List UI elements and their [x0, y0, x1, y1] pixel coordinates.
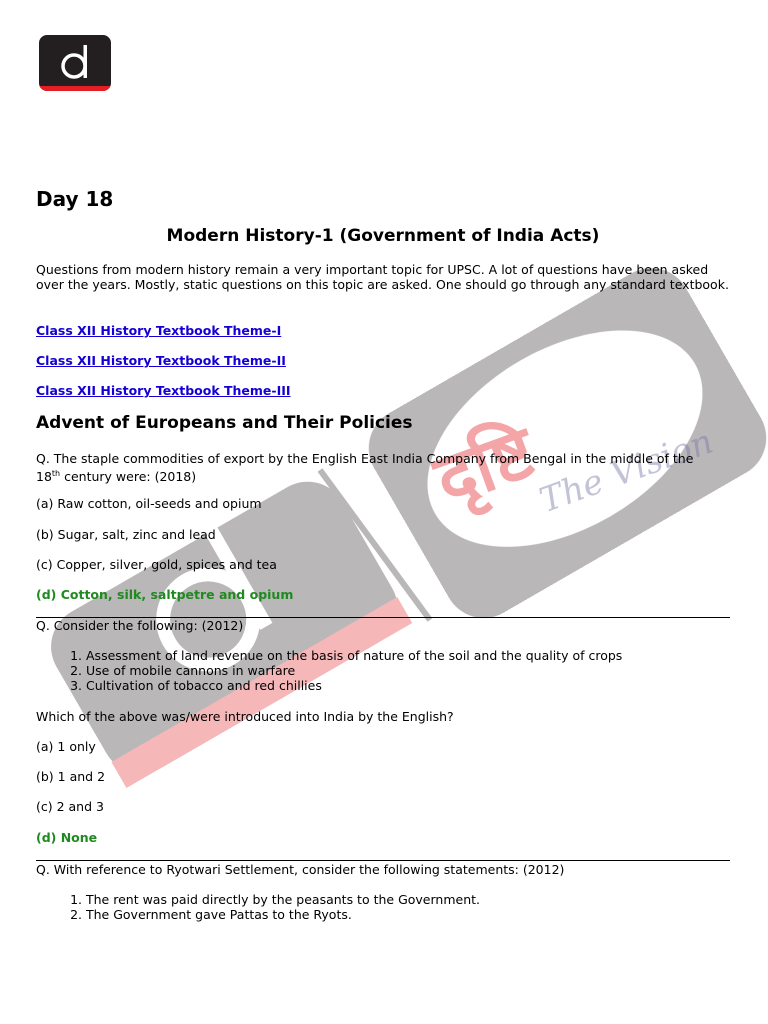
q2-option-b: (b) 1 and 2	[36, 769, 106, 784]
q1-text	[36, 451, 730, 484]
drishti-logo	[39, 35, 111, 91]
logo-red-strip	[39, 86, 111, 91]
q1-option-b: (b) Sugar, salt, zinc and lead	[36, 527, 216, 542]
q2-text: Q. Consider the following: (2012)	[36, 618, 244, 633]
q2-item-1: 1. Assessment of land revenue on the basis of nature of the soil and the quality of crops	[86, 648, 730, 663]
q2-item-3: 3. Cultivation of tobacco and red chillies	[86, 678, 730, 693]
page-title: Modern History-1 (Government of India Acts)	[166, 226, 600, 246]
q3-list	[36, 892, 730, 922]
q1-answer: (d) Cotton, silk, saltpetre and opium	[36, 587, 294, 602]
section-heading: Advent of Europeans and Their Policies	[36, 413, 413, 433]
q1-option-a: (a) Raw cotton, oil-seeds and opium	[36, 496, 262, 511]
q2-list	[36, 648, 730, 693]
q3-item-1: 1. The rent was paid directly by the peasants to the Government.	[86, 892, 730, 907]
q2-option-a: (a) 1 only	[36, 739, 96, 754]
link-theme-2[interactable]: Class XII History Textbook Theme-II	[36, 353, 286, 368]
q3-text: Q. With reference to Ryotwari Settlement, consider the following statements: (2012)	[36, 862, 565, 877]
divider-2	[36, 860, 730, 861]
intro-paragraph: Questions from modern history remain a very important topic for UPSC. A lot of questions have been asked over the years. Mostly, static questions on this topic are asked. One should go through any standard textbook.	[36, 262, 729, 292]
q2-option-c: (c) 2 and 3	[36, 799, 104, 814]
q1-text-part1: Q. The staple commodities of export by the English East India Company from Bengal in the middle of the	[36, 451, 694, 466]
link-theme-3[interactable]: Class XII History Textbook Theme-III	[36, 383, 291, 398]
q1-text-part3: century were: (2018)	[60, 469, 197, 485]
q2-item-2: 2. Use of mobile cannons in warfare	[86, 663, 730, 678]
logo-d-glyph	[39, 35, 111, 91]
q1-superscript: th	[51, 469, 61, 478]
watermark-english-text: The Vision	[534, 421, 719, 522]
day-heading: Day 18	[36, 187, 114, 211]
q1-text-part2: 18	[36, 469, 52, 485]
link-theme-1[interactable]: Class XII History Textbook Theme-I	[36, 323, 282, 338]
q2-answer: (d) None	[36, 830, 98, 845]
q1-option-c: (c) Copper, silver, gold, spices and tea	[36, 557, 277, 572]
watermark-hindi-text: दृष्टि	[423, 408, 546, 522]
q2-prompt: Which of the above was/were introduced into India by the English?	[36, 709, 454, 724]
q3-item-2: 2. The Government gave Pattas to the Ryots.	[86, 907, 730, 922]
